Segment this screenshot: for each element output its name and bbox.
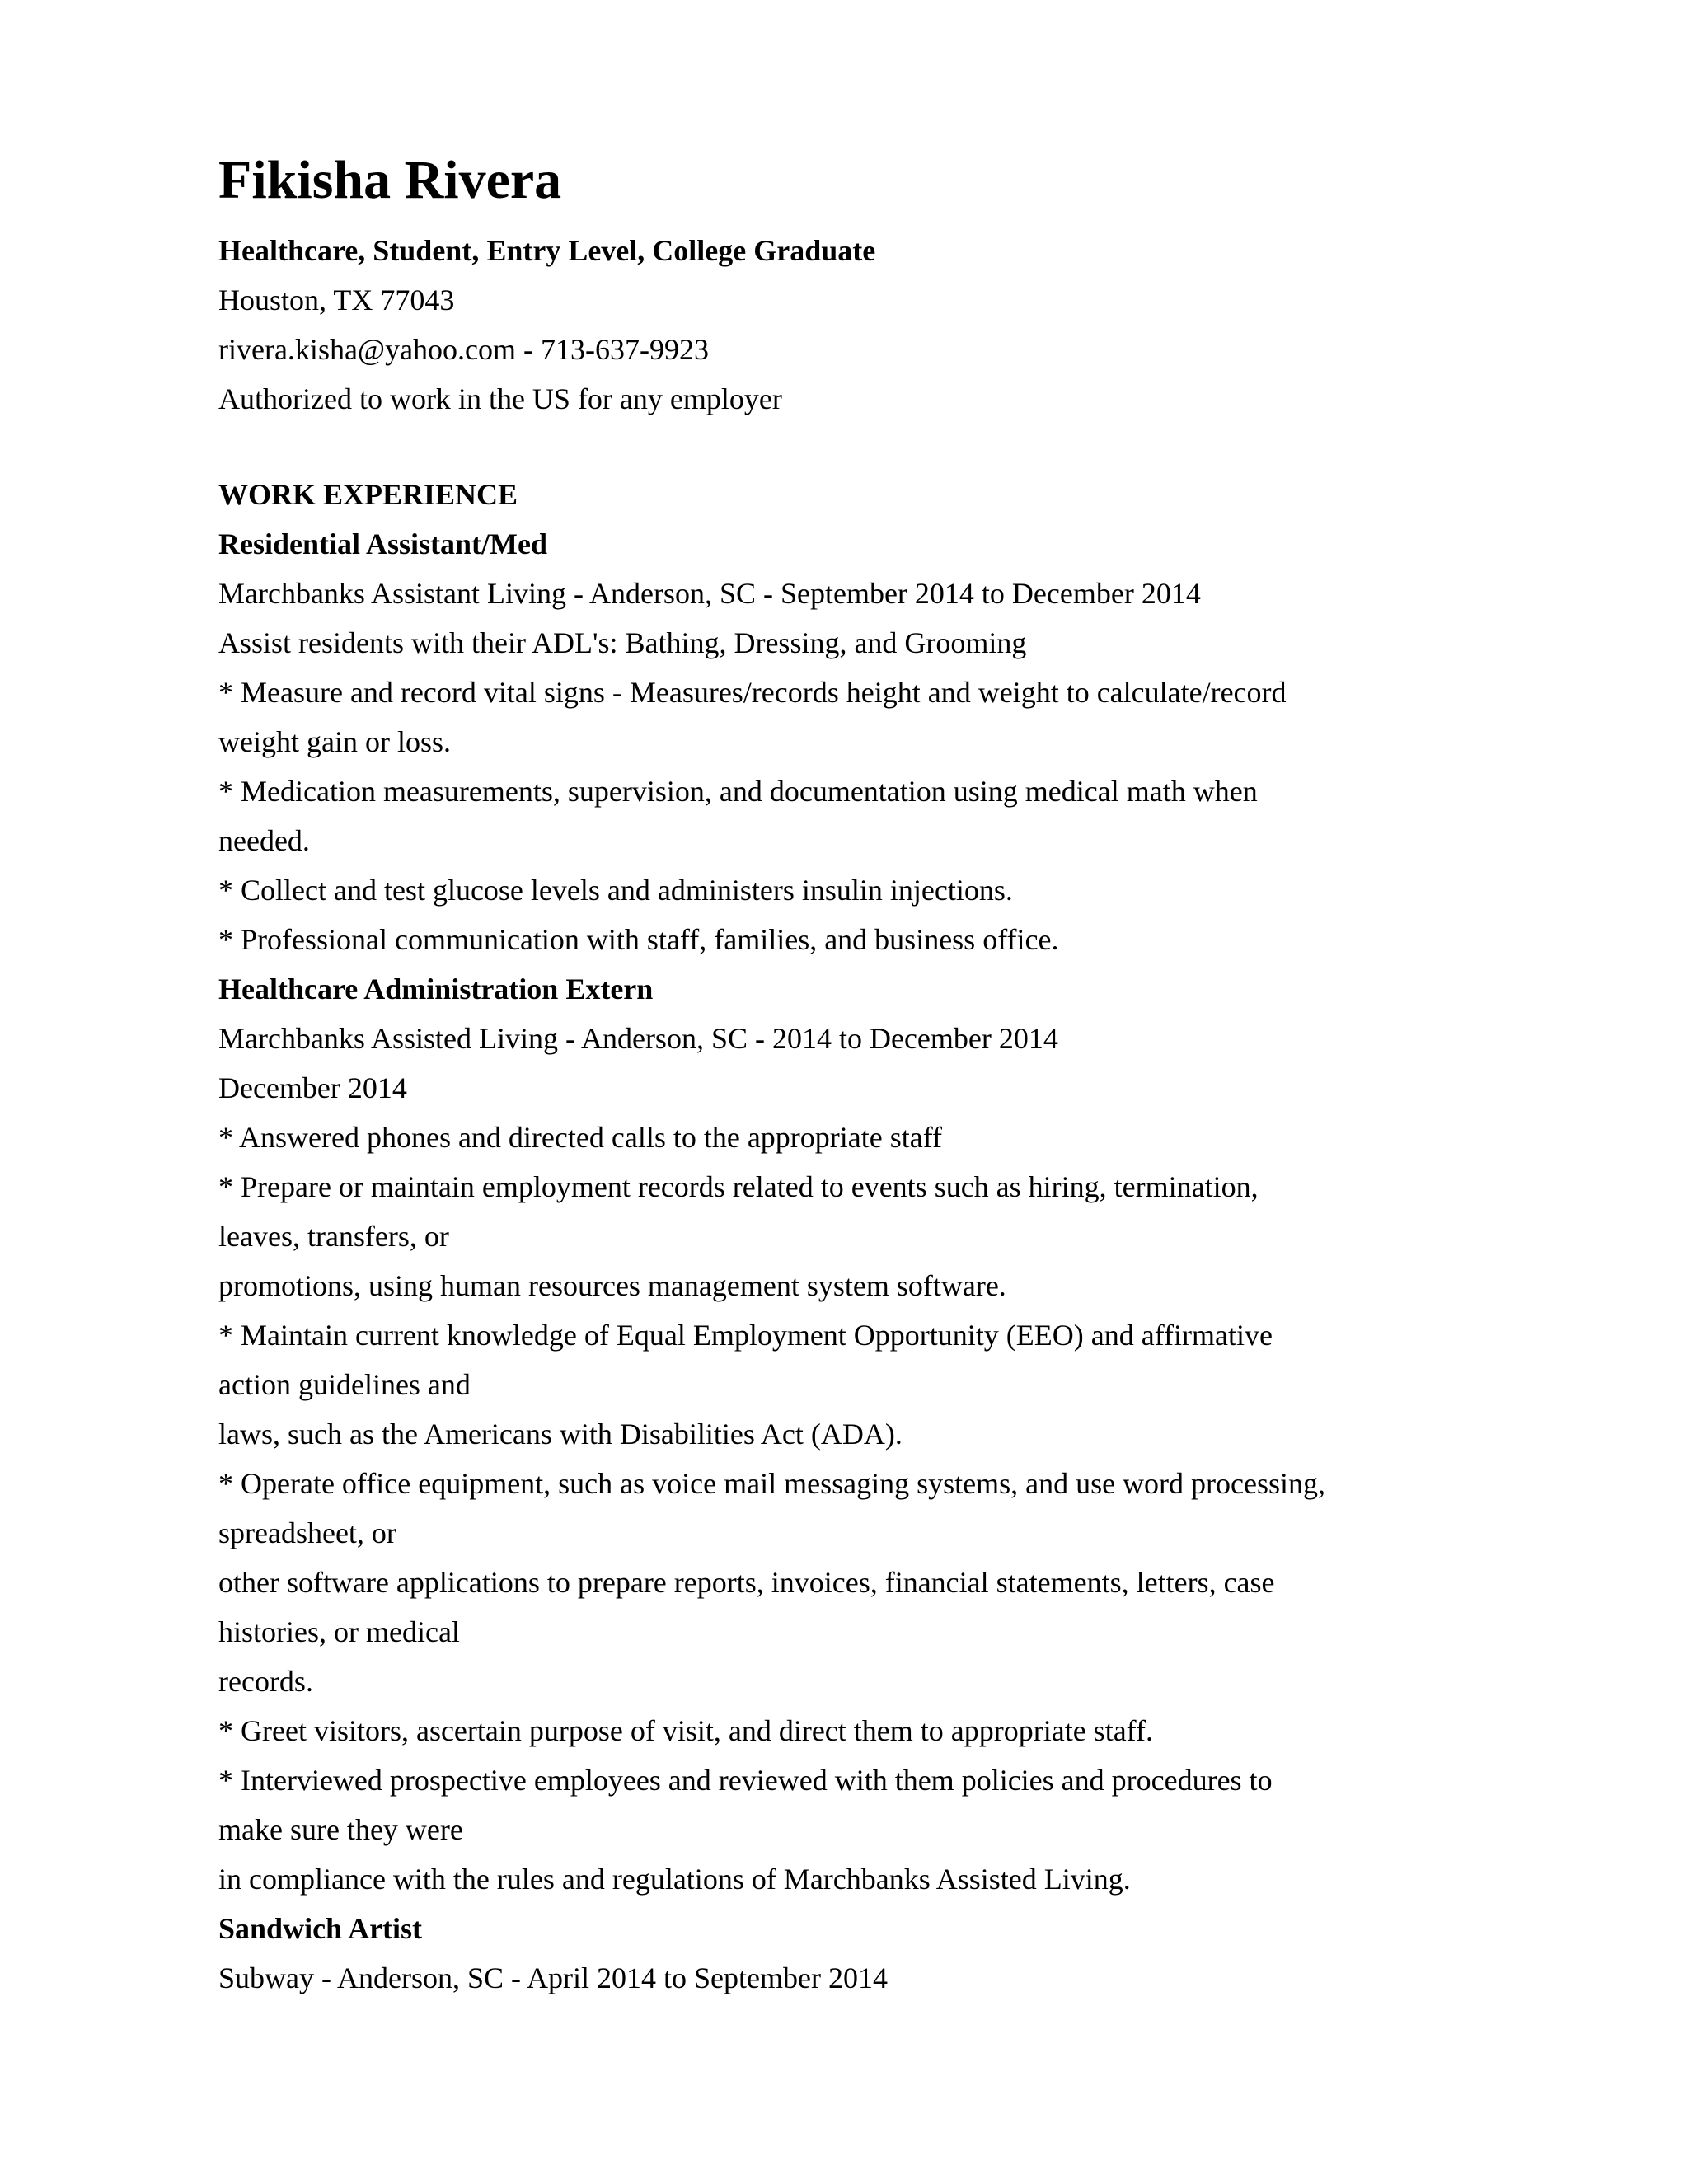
job-detail-line: weight gain or loss. — [218, 725, 451, 758]
job-title: Healthcare Administration Extern — [218, 972, 654, 1005]
job-detail-line: promotions, using human resources management system software. — [218, 1269, 1006, 1302]
job-detail-line: * Maintain current knowledge of Equal Employment Opportunity (EEO) and affirmative — [218, 1319, 1273, 1352]
job-detail-line: * Operate office equipment, such as voice mail messaging systems, and use word processing, — [218, 1467, 1326, 1500]
job-detail-line: spreadsheet, or — [218, 1516, 396, 1549]
headline: Healthcare, Student, Entry Level, College Graduate — [218, 234, 876, 267]
job-detail-line: December 2014 — [218, 1071, 407, 1104]
contact-line: rivera.kisha@yahoo.com - 713-637-9923 — [218, 333, 710, 366]
job-detail-line: * Prepare or maintain employment records related to events such as hiring, termination, — [218, 1170, 1259, 1203]
job-detail-line: in compliance with the rules and regulations of Marchbanks Assisted Living. — [218, 1863, 1131, 1896]
job-company-line: Subway - Anderson, SC - April 2014 to September 2014 — [218, 1961, 888, 1994]
job-detail-line: * Measure and record vital signs - Measures/records height and weight to calculate/record — [218, 676, 1287, 709]
job-title: Sandwich Artist — [218, 1912, 423, 1945]
work-authorization: Authorized to work in the US for any employer — [218, 382, 782, 415]
job-detail-line: * Medication measurements, supervision, and documentation using medical math when — [218, 775, 1258, 808]
job-detail-line: laws, such as the Americans with Disabilities Act (ADA). — [218, 1418, 903, 1451]
section-spacer — [218, 424, 1471, 470]
section-heading-work-experience: WORK EXPERIENCE — [218, 478, 518, 511]
location: Houston, TX 77043 — [218, 284, 455, 316]
job-detail-line: needed. — [218, 824, 310, 857]
job-company-line: Marchbanks Assisted Living - Anderson, SC - 2014 to December 2014 — [218, 1022, 1058, 1055]
job-title: Residential Assistant/Med — [218, 527, 548, 560]
job-detail-line: * Collect and test glucose levels and administers insulin injections. — [218, 874, 1013, 907]
job-detail-line: leaves, transfers, or — [218, 1220, 449, 1253]
job-detail-line: histories, or medical — [218, 1615, 460, 1648]
job-detail-line: make sure they were — [218, 1813, 463, 1846]
job-detail-line: records. — [218, 1665, 313, 1698]
job-detail-line: * Greet visitors, ascertain purpose of visit, and direct them to appropriate staff. — [218, 1714, 1153, 1747]
job-detail-line: action guidelines and — [218, 1368, 471, 1401]
job-company-line: Marchbanks Assistant Living - Anderson, SC - September 2014 to December 2014 — [218, 577, 1201, 610]
job-detail-line: Assist residents with their ADL's: Bathing, Dressing, and Grooming — [218, 626, 1027, 659]
job-detail-line: * Professional communication with staff, families, and business office. — [218, 923, 1059, 956]
job-detail-line: other software applications to prepare reports, invoices, financial statements, letters, case — [218, 1566, 1275, 1599]
job-detail-line: * Answered phones and directed calls to the appropriate staff — [218, 1121, 943, 1154]
resume-content — [218, 147, 1471, 2003]
candidate-name: Fikisha Rivera — [218, 150, 562, 210]
job-detail-line: * Interviewed prospective employees and reviewed with them policies and procedures to — [218, 1764, 1273, 1797]
